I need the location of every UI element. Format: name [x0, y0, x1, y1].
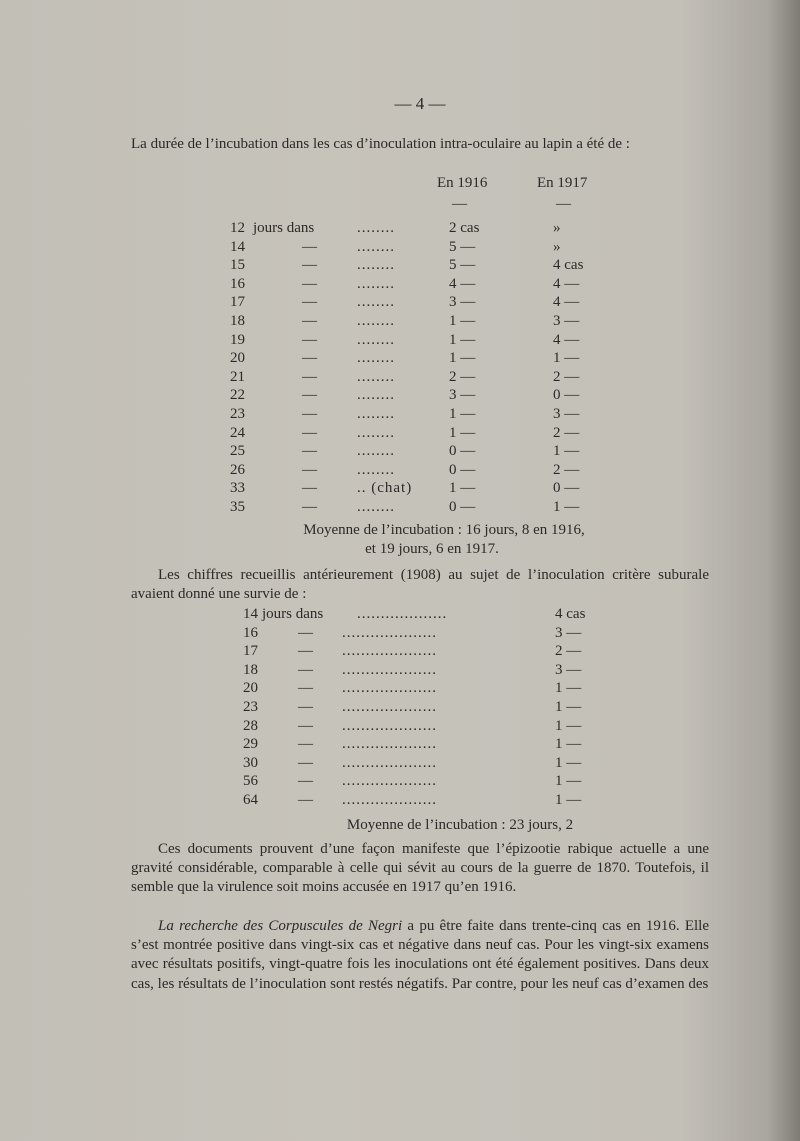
row-value-1916: 3 — — [449, 387, 476, 404]
row-days: 14 — [243, 606, 258, 622]
row-days: 15 — [230, 257, 245, 274]
row-days: 24 — [230, 424, 245, 441]
row-leader: ........ — [357, 294, 395, 311]
row-days: 22 — [230, 387, 245, 404]
row-leader: ........ — [357, 368, 395, 385]
row-leader: .................... — [342, 773, 437, 790]
row-days: 17 — [230, 294, 245, 311]
row-leader: ........ — [357, 499, 395, 515]
row-value-1917: 3 — — [553, 313, 580, 329]
row-days: 25 — [230, 443, 245, 460]
paragraph-gravity: Ces documents prouvent d’une façon manifeste que l’épizootie rabique actuelle a une gravité considérable, comparable à celle qui sévit au cours de la guerre de 1870. Toutefois, il semble que la virulence soit moins accusée en 1917 qu’en 1916. — [131, 841, 709, 896]
row-leader: ........ — [357, 424, 395, 441]
row-days: 30 — [243, 754, 258, 771]
row-count: 1 — — [555, 699, 582, 715]
row-value-1917: » — [553, 220, 561, 236]
row-value-1916: 1 — — [449, 406, 476, 422]
row-leader: ........ — [357, 406, 395, 422]
row-value-1917: 4 — — [553, 331, 580, 348]
row-label: — — [302, 480, 317, 497]
row-count: 1 — — [555, 792, 582, 808]
row-days: 18 — [230, 313, 245, 329]
row-leader: ........ — [357, 257, 395, 274]
row-label: — — [298, 643, 313, 660]
row-label: — — [302, 257, 317, 274]
row-days: 20 — [230, 350, 245, 367]
row-leader: ........ — [357, 331, 395, 348]
row-days: 23 — [230, 406, 245, 422]
row-label: — — [302, 499, 317, 515]
row-value-1917: 1 — — [553, 443, 580, 460]
intro-paragraph: La durée de l’incubation dans les cas d’inoculation intra-oculaire au lapin a été de : — [131, 136, 630, 152]
row-label: — — [298, 792, 313, 808]
row-days: 64 — [243, 792, 258, 808]
row-label: — — [302, 294, 317, 311]
row-value-1916: 1 — — [449, 313, 476, 329]
table2-mean: Moyenne de l’incubation : 23 jours, 2 — [346, 817, 574, 833]
row-leader: .................... — [342, 680, 437, 697]
row-value-1916: 2 — — [449, 368, 476, 385]
row-label: — — [302, 387, 317, 404]
row-leader: ........ — [357, 313, 395, 329]
row-label: — — [302, 331, 317, 348]
row-days: 56 — [243, 773, 258, 790]
negri-heading: La recherche des Corpuscules de Negri — [158, 918, 403, 934]
row-value-1917: 4 — — [553, 275, 580, 292]
row-leader: .................... — [342, 754, 437, 771]
row-label: jours dans — [262, 606, 324, 622]
row-value-1916: 1 — — [449, 350, 476, 367]
row-days: 28 — [243, 717, 258, 734]
row-value-1917: 0 — — [553, 480, 580, 497]
row-value-1917: 2 — — [553, 424, 580, 441]
paragraph-1908-figures: Les chiffres recueillis antérieurement (1908) au sujet de l’inoculation critère suburale avaient donné une survie de : — [131, 567, 709, 603]
table1-mean-line2: et 19 jours, 6 en 1917. — [365, 541, 499, 557]
row-days: 16 — [243, 624, 258, 641]
row-value-1916: 1 — — [449, 331, 476, 348]
row-count: 1 — — [555, 754, 582, 771]
row-label: — — [298, 754, 313, 771]
row-days: 20 — [243, 680, 258, 697]
row-count: 3 — — [555, 661, 582, 678]
row-label: — — [302, 368, 317, 385]
row-leader: .................... — [342, 699, 437, 715]
row-leader: .................... — [342, 717, 437, 734]
row-days: 35 — [230, 499, 245, 515]
row-value-1916: 0 — — [449, 443, 476, 460]
row-leader: .................... — [342, 643, 437, 660]
row-leader: ........ — [357, 238, 395, 255]
row-value-1917: 2 — — [553, 368, 580, 385]
row-label: — — [298, 736, 313, 753]
row-label: — — [302, 238, 317, 255]
row-label: — — [298, 717, 313, 734]
row-value-1916: 0 — — [449, 461, 476, 478]
row-label: — — [302, 424, 317, 441]
row-days: 16 — [230, 275, 245, 292]
row-value-1916: 1 — — [449, 480, 476, 497]
negri-text: a pu être faite dans trente-cinq cas en 1916. Elle s’est montrée positive dans vingt-six cas et négative dans neuf cas. Pour les vingt-six examens avec résultats positifs, vingt-quatre fois les inoculations ont été également positives. Dans deux cas, les résultats de l’inoculation sont restés négatifs. Par contre, pour les neuf cas d’examen des — [131, 918, 709, 992]
row-label: — — [302, 406, 317, 422]
row-count: 2 — — [555, 643, 582, 660]
row-days: 19 — [230, 331, 245, 348]
column-underline-1916: — — [452, 196, 467, 212]
row-leader: ........ — [357, 220, 395, 236]
row-label: — — [298, 624, 313, 641]
row-label: — — [298, 680, 313, 697]
row-days: 17 — [243, 643, 258, 660]
row-leader: .................... — [342, 661, 437, 678]
row-value-1917: 1 — — [553, 499, 580, 515]
row-days: 23 — [243, 699, 258, 715]
row-value-1917: 3 — — [553, 406, 580, 422]
paragraph-negri — [131, 917, 709, 994]
row-label: — — [302, 350, 317, 367]
row-value-1917: 1 — — [553, 350, 580, 367]
row-leader: ................... — [357, 606, 448, 622]
column-underline-1917: — — [556, 196, 571, 212]
row-label: — — [298, 773, 313, 790]
row-label: — — [302, 313, 317, 329]
row-value-1917: 0 — — [553, 387, 580, 404]
row-value-1917: 4 — — [553, 294, 580, 311]
row-leader: ........ — [357, 461, 395, 478]
row-value-1917: 4 cas — [553, 257, 584, 274]
row-value-1916: 4 — — [449, 275, 476, 292]
row-label: — — [302, 461, 317, 478]
row-value-1917: » — [553, 238, 561, 255]
page-number: — 4 — — [394, 94, 446, 113]
row-label: — — [302, 275, 317, 292]
row-leader: ........ — [357, 387, 395, 404]
row-days: 18 — [243, 661, 258, 678]
row-label: — — [298, 699, 313, 715]
row-days: 26 — [230, 461, 245, 478]
row-leader: .................... — [342, 792, 437, 808]
row-count: 1 — — [555, 773, 582, 790]
row-days: 12 — [230, 220, 245, 236]
row-value-1916: 1 — — [449, 424, 476, 441]
row-count: 4 cas — [555, 606, 586, 622]
row-value-1916: 2 cas — [449, 220, 480, 236]
row-count: 1 — — [555, 680, 582, 697]
row-count: 1 — — [555, 717, 582, 734]
row-value-1916: 3 — — [449, 294, 476, 311]
table1-mean-line1: Moyenne de l’incubation : 16 jours, 8 en 1916, — [303, 522, 585, 538]
row-leader: ........ — [357, 275, 395, 292]
column-header-1917: En 1917 — [537, 175, 588, 191]
row-label: — — [302, 443, 317, 460]
row-label: — — [298, 661, 313, 678]
row-days: 21 — [230, 368, 245, 385]
row-leader: ........ — [357, 443, 395, 460]
row-label: jours dans — [253, 220, 315, 236]
column-header-1916: En 1916 — [437, 175, 488, 191]
row-value-1916: 0 — — [449, 499, 476, 515]
row-days: 29 — [243, 736, 258, 753]
row-days: 14 — [230, 238, 245, 255]
row-value-1917: 2 — — [553, 461, 580, 478]
row-count: 3 — — [555, 624, 582, 641]
row-leader: .. (chat) — [357, 480, 413, 497]
row-leader: .................... — [342, 736, 437, 753]
row-value-1916: 5 — — [449, 238, 476, 255]
row-value-1916: 5 — — [449, 257, 476, 274]
row-count: 1 — — [555, 736, 582, 753]
row-days: 33 — [230, 480, 245, 497]
row-leader: ........ — [357, 350, 395, 367]
row-leader: .................... — [342, 624, 437, 641]
